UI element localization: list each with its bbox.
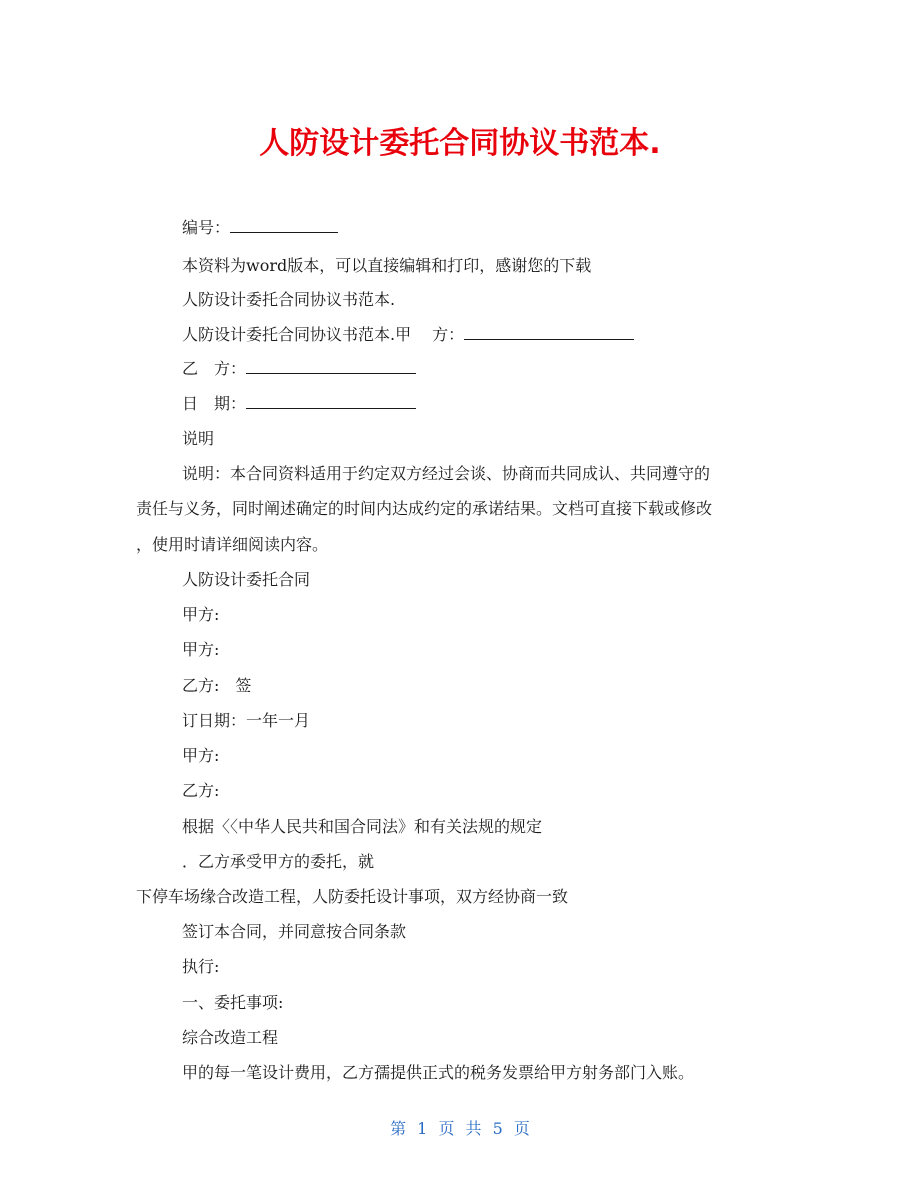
project-line: 下停车场缘合改造工程，人防委托设计事项，双方经协商一致 bbox=[136, 887, 569, 906]
doc-number-line bbox=[182, 218, 338, 238]
party-b-line bbox=[182, 359, 416, 379]
doc-number-blank bbox=[230, 218, 338, 233]
explanation-text-2: 责任与义务，同时阐述确定的时间内达成约定的承诺结果。文档可直接下载或修改 bbox=[136, 499, 713, 518]
renovation-line: 综合改造工程 bbox=[182, 1028, 279, 1047]
invoice-line: 甲的每一笔设计费用，乙方孺提供正式的税务发票给甲方射务部门入账。 bbox=[182, 1063, 695, 1082]
legal-basis: 根据〈〈中华人民共和国合同法》和有关法规的规定 bbox=[182, 817, 543, 836]
contract-heading: 人防设计委托合同 bbox=[182, 570, 311, 589]
party-a-1: 甲方: bbox=[182, 605, 220, 624]
explanation-heading: 说明 bbox=[182, 429, 215, 448]
explanation-text-3: ，使用时请详细阅读内容。 bbox=[136, 535, 329, 554]
party-a-line bbox=[182, 325, 634, 345]
party-b-label: 乙 方： bbox=[182, 359, 247, 378]
date-label: 日 期： bbox=[182, 394, 247, 413]
agreement-line: 签订本合同，并同意按合同条款 bbox=[182, 922, 407, 941]
document-title: 人防设计委托合同协议书范本. bbox=[259, 126, 661, 161]
party-a-label: 人防设计委托合同协议书范本.甲 方： bbox=[182, 325, 465, 344]
party-a-blank bbox=[464, 325, 634, 340]
party-a-3: 甲方: bbox=[182, 746, 220, 765]
sign-date: 订日期：一年一月 bbox=[182, 711, 311, 730]
explanation-text-1: 说明：本合同资料适用于约定双方经过会谈、协商而共同成认、共同遵守的 bbox=[182, 464, 711, 483]
subtitle-line: 人防设计委托合同协议书范本. bbox=[182, 290, 396, 309]
party-b-blank bbox=[246, 359, 416, 374]
party-b-sign: 乙方: 签 bbox=[182, 676, 252, 695]
date-blank bbox=[246, 394, 416, 409]
page-footer: 第 1 页 共 5 页 bbox=[390, 1119, 530, 1138]
party-a-2: 甲方: bbox=[182, 640, 220, 659]
section-1-heading: 一、委托事项: bbox=[182, 993, 284, 1012]
party-b-2: 乙方: bbox=[182, 781, 220, 800]
entrustment-line: ．乙方承受甲方的委托，就 bbox=[182, 852, 375, 871]
download-note: 本资料为word版本，可以直接编辑和打印，感谢您的下载 bbox=[182, 256, 592, 275]
date-line bbox=[182, 394, 416, 414]
execute-line: 执行: bbox=[182, 957, 220, 976]
doc-number-label: 编号： bbox=[182, 218, 231, 237]
